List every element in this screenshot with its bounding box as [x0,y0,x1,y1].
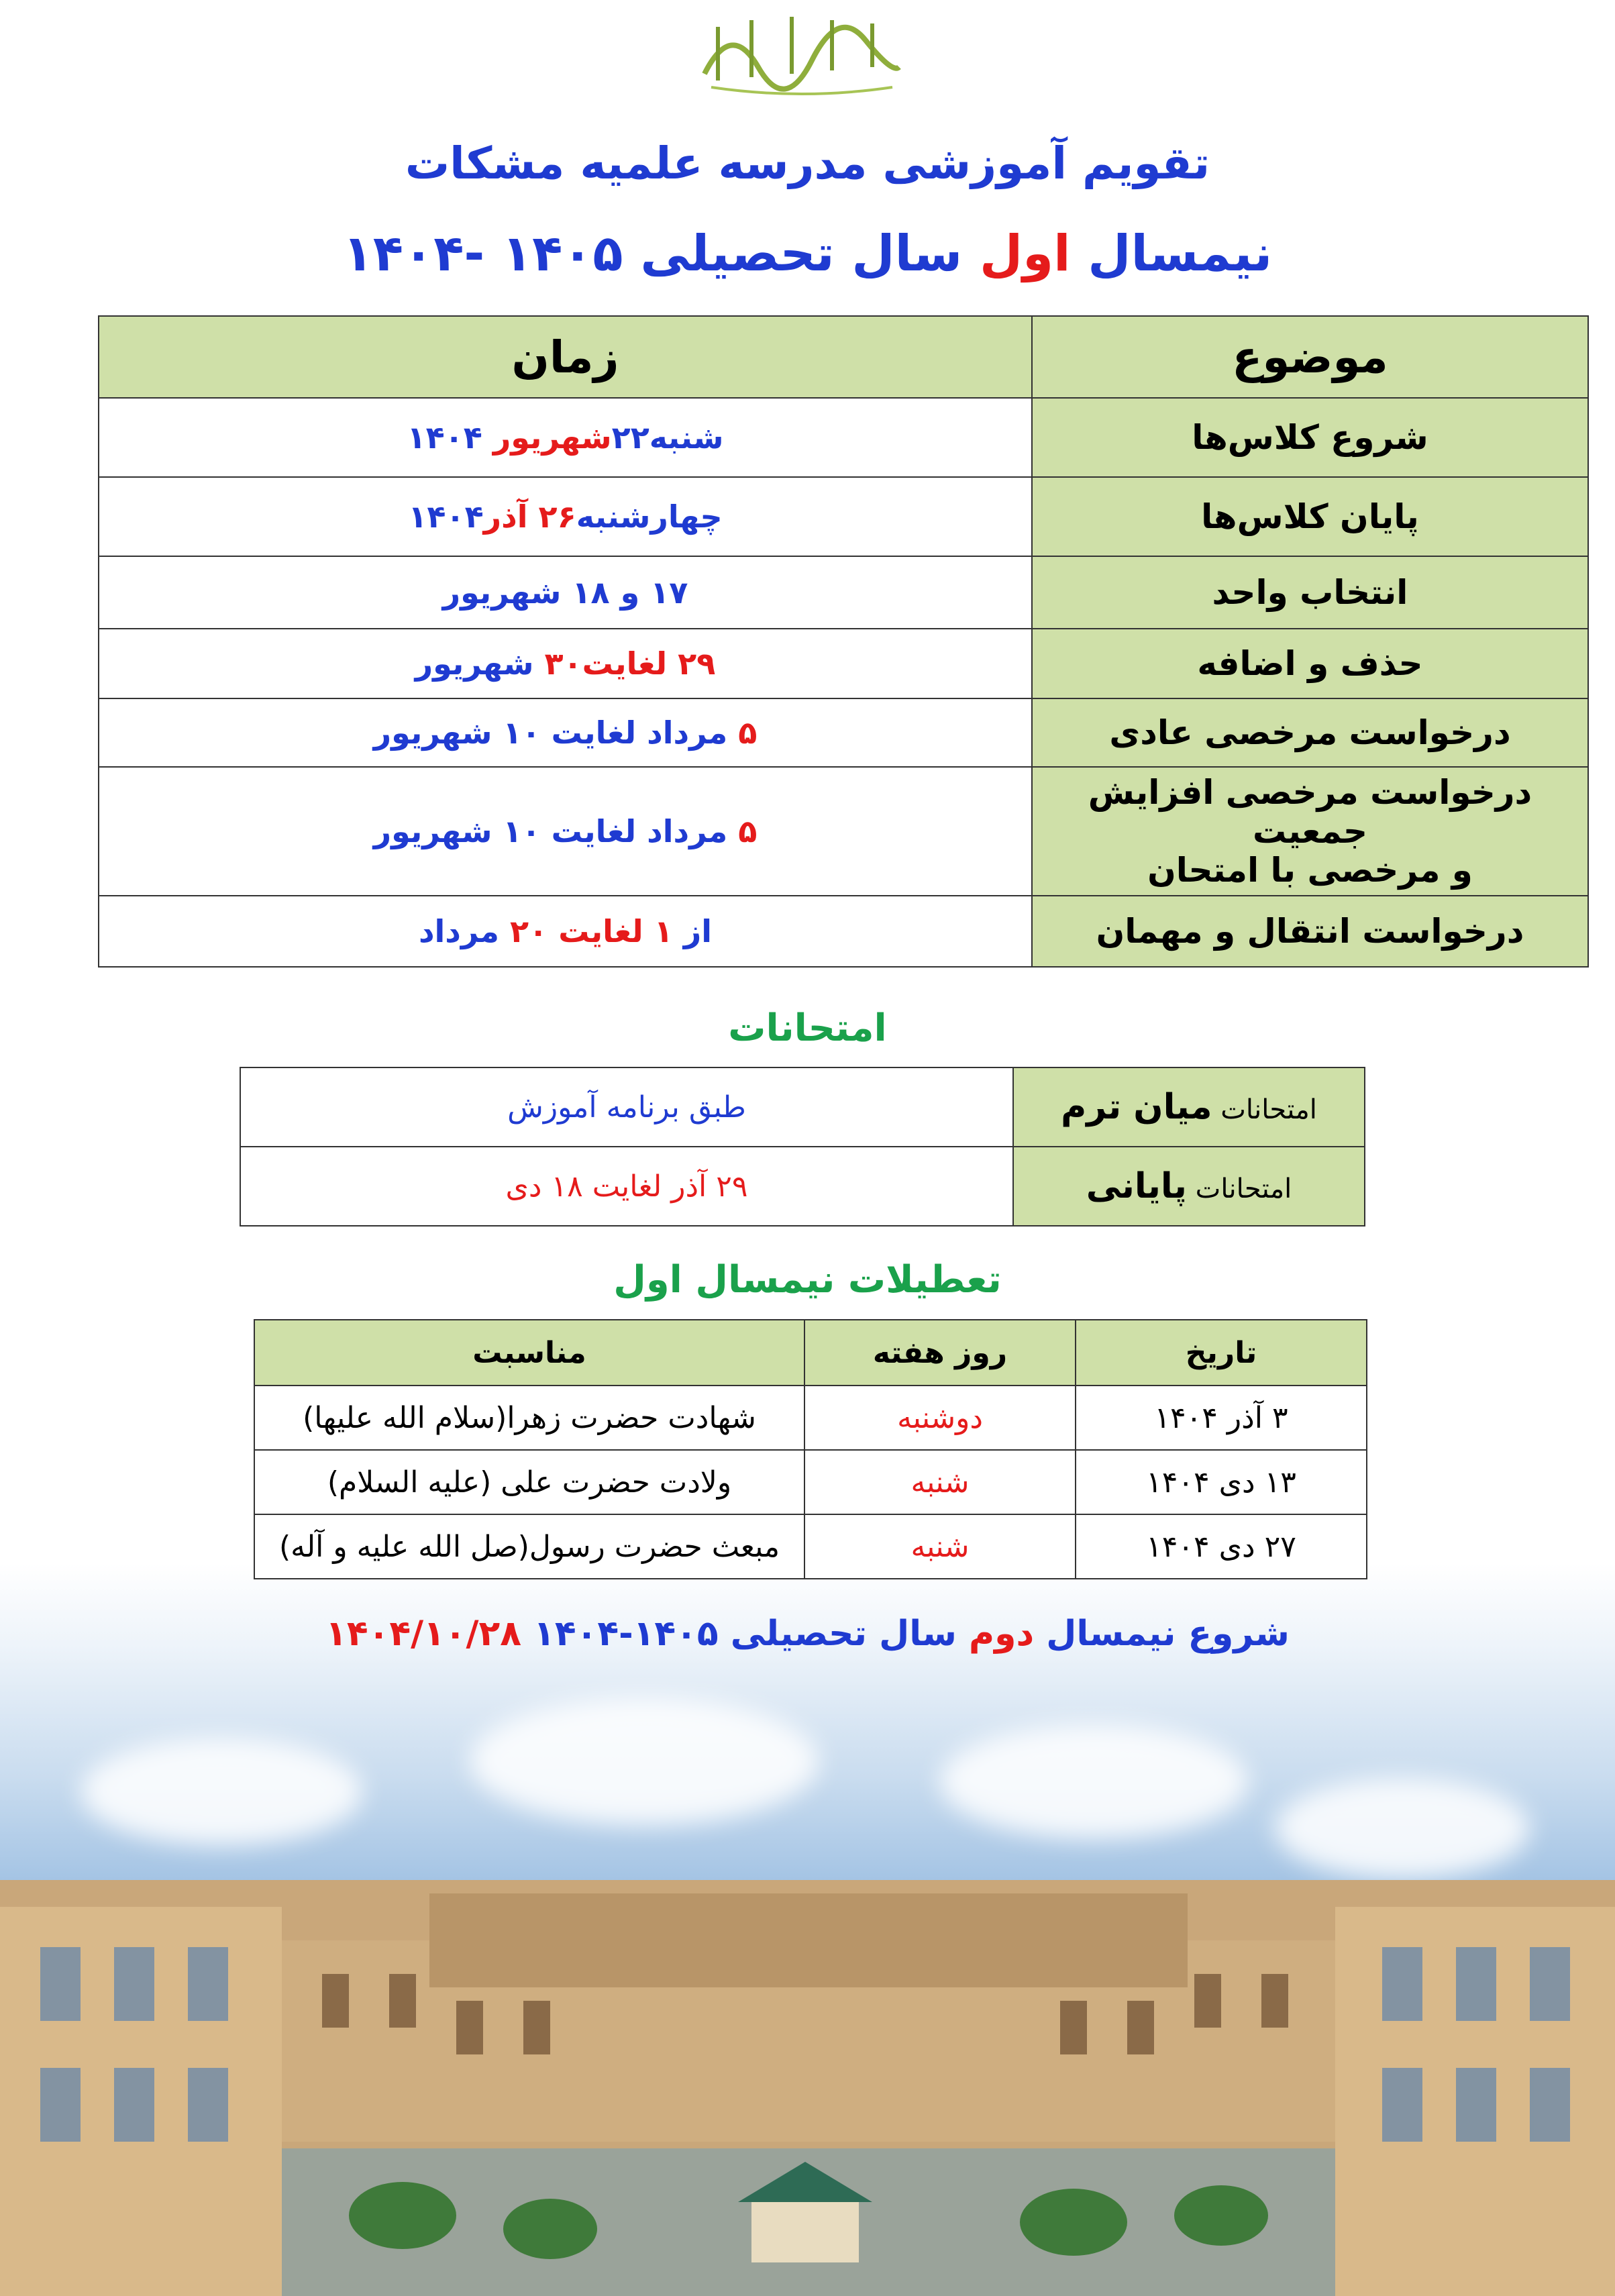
exam-value-part: ۲۹ [716,1169,748,1204]
schedule-table [98,315,1589,968]
table-row [99,477,1588,556]
time-part: ۱۴۰۴ [408,499,484,535]
time-part: مرداد [418,913,511,949]
col-day-header: روز هفته [804,1320,1076,1386]
row-time [99,477,1032,556]
subject-line: درخواست مرخصی افزایش جمعیت [1088,773,1532,851]
table-row [99,896,1588,967]
table-row [254,1386,1367,1450]
row-time [99,398,1032,477]
row-time [99,896,1032,967]
campus-illustration [0,1625,1615,2296]
exam-label-prefix: امتحانات [1212,1094,1317,1125]
table-row [240,1067,1365,1147]
exam-value [240,1147,1013,1226]
exam-label-bold: پایانی [1086,1166,1187,1206]
time-part: مرداد لغایت [540,715,739,751]
table-row [240,1147,1365,1226]
holidays-table [254,1319,1367,1579]
row-subject: پایان کلاس‌ها [1032,477,1588,556]
row-time [99,767,1032,896]
row-subject: شروع کلاس‌ها [1032,398,1588,477]
time-part: شهریور [492,419,612,456]
col-time-header: زمان [99,316,1032,398]
time-part: ۳۰ [544,645,582,682]
time-part: مرداد لغایت [540,813,739,849]
time-part: ۱۰ شهریور [373,813,541,849]
holidays-heading: تعطیلات نیمسال اول [613,1258,1002,1302]
time-part: از [672,913,713,949]
holiday-occasion: مبعث حضرت رسول(صل الله علیه و آله) [254,1514,804,1579]
holiday-day: شنبه [804,1450,1076,1514]
exam-value: طبق برنامه آموزش [240,1067,1013,1147]
holiday-day: دوشنبه [804,1386,1076,1450]
time-part: شنبه۲۲ [611,419,724,456]
row-subject: درخواست انتقال و مهمان [1032,896,1588,967]
subject-line: و مرخصی با امتحان [1147,851,1473,890]
table-row [99,767,1588,896]
footer-part3: سال تحصیلی ۱۴۰۵-۱۴۰۴ [521,1614,970,1654]
holiday-day: شنبه [804,1514,1076,1579]
second-semester-start [0,1614,1615,1654]
time-part: شهریور [415,645,545,682]
holidays-header-row [254,1320,1367,1386]
footer-part1: شروع نیمسال [1034,1614,1290,1654]
row-subject [1032,767,1588,896]
page-subtitle [0,225,1615,282]
holiday-occasion: شهادت حضرت زهرا(سلام الله علیها) [254,1386,804,1450]
col-occasion-header: مناسبت [254,1320,804,1386]
time-part: ۵ [738,813,758,849]
footer-date: ۱۴۰۴/۱۰/۲۸ [325,1614,522,1654]
row-subject: انتخاب واحد [1032,556,1588,629]
subtitle-part3: سال تحصیلی ۱۴۰۵ -۱۴۰۴ [342,225,980,282]
row-time: ۱۷ و ۱۸ شهریور [99,556,1032,629]
table-row [99,629,1588,698]
time-part: ۲۹ لغایت [582,645,716,682]
holiday-date: ۱۳ دی ۱۴۰۴ [1076,1450,1367,1514]
row-subject: درخواست مرخصی عادی [1032,698,1588,767]
exam-label-prefix: امتحانات [1186,1173,1292,1204]
exams-table [240,1067,1365,1227]
row-time [99,698,1032,767]
exams-heading: امتحانات [728,1006,887,1050]
holiday-date: ۲۷ دی ۱۴۰۴ [1076,1514,1367,1579]
time-part: ۱۴۰۴ [407,419,493,456]
table-row [254,1450,1367,1514]
holiday-date: ۳ آذر ۱۴۰۴ [1076,1386,1367,1450]
subtitle-semester: اول [979,225,1071,282]
exam-label [1013,1147,1365,1226]
subtitle-part1: نیمسال [1070,225,1273,282]
time-part: ۱۰ شهریور [373,715,541,751]
time-part: ۲۶ آذر [483,499,576,535]
exam-label-bold: میان ترم [1061,1087,1212,1127]
time-part: ۱ لغایت ۲۰ [510,913,673,949]
holiday-occasion: ولادت حضرت علی (علیه السلام) [254,1450,804,1514]
table-row [254,1514,1367,1579]
table-row [99,556,1588,629]
time-part: ۵ [738,715,758,751]
table-row [99,698,1588,767]
table-row [99,398,1588,477]
exam-label [1013,1067,1365,1147]
col-subject-header: موضوع [1032,316,1588,398]
time-part: چهارشنبه [576,499,723,535]
row-time [99,629,1032,698]
row-subject: حذف و اضافه [1032,629,1588,698]
schedule-header-row [99,316,1588,398]
footer-part2: دوم [969,1614,1035,1654]
bismillah-calligraphy [691,0,913,101]
page-title: تقویم آموزشی مدرسه علمیه مشکات [405,138,1210,189]
exam-value-part: آذر لغایت ۱۸ دی [505,1169,717,1204]
col-date-header: تاریخ [1076,1320,1367,1386]
